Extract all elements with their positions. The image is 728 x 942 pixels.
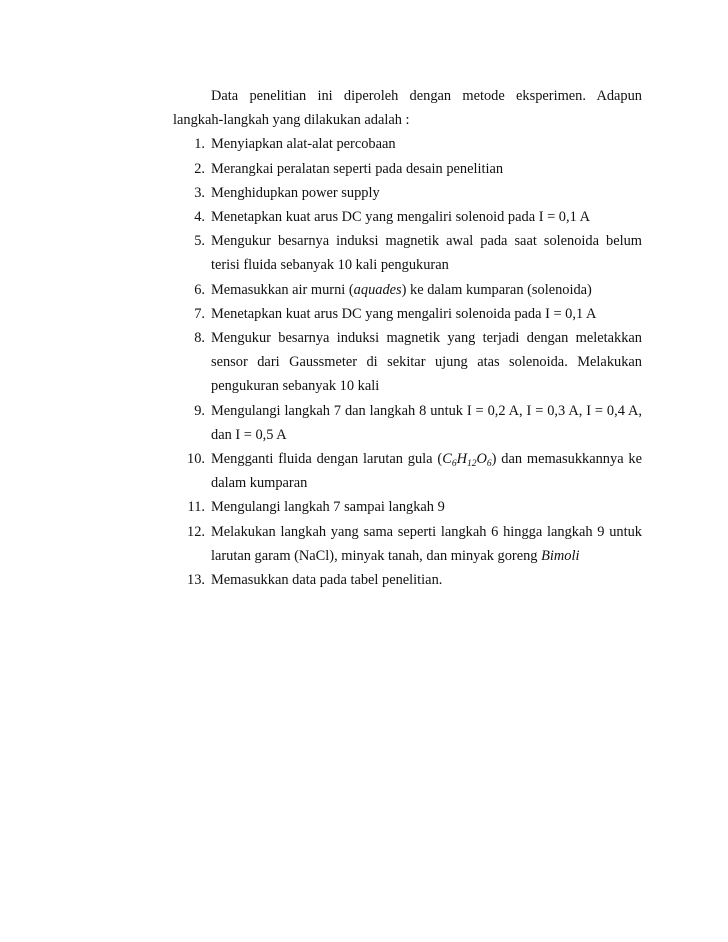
list-item bbox=[173, 520, 642, 568]
item-number: 1. bbox=[194, 136, 205, 153]
item-number: 11. bbox=[187, 499, 205, 516]
item-text: Memasukkan data pada tabel penelitian. bbox=[211, 572, 443, 589]
item-text: Mengulangi langkah 7 dan langkah 8 untuk I = 0,2 A, I = 0,3 A, I = 0,4 A, dan I = 0,5 A bbox=[211, 402, 642, 443]
item-text: Mengukur besarnya induksi magnetik yang terjadi dengan meletakkan sensor dari Gaussmeter di sekitar ujung atas solenoida. Melakukan pengukuran sebanyak 10 kali bbox=[211, 330, 642, 395]
formula-hydrogen: H bbox=[456, 451, 467, 468]
list-item bbox=[173, 205, 642, 229]
item-text-pre: Memasukkan air murni ( bbox=[211, 281, 354, 298]
list-item bbox=[173, 132, 642, 156]
formula-carbon: C bbox=[442, 451, 452, 468]
list-item bbox=[173, 278, 642, 302]
item-text-post: ) dan memasukkannya ke dalam kumparan bbox=[211, 451, 643, 492]
item-number: 13. bbox=[187, 572, 205, 589]
formula bbox=[442, 451, 492, 470]
document-body bbox=[173, 84, 642, 592]
item-text-italic: Bimoli bbox=[541, 547, 580, 564]
item-number: 12. bbox=[187, 523, 205, 540]
list-item bbox=[173, 157, 642, 181]
item-number: 5. bbox=[194, 233, 205, 250]
item-text: Mengukur besarnya induksi magnetik awal pada saat solenoida belum terisi fluida sebanyak 10 kali pengukuran bbox=[211, 233, 642, 274]
item-number: 4. bbox=[194, 209, 205, 226]
list-item bbox=[173, 447, 642, 495]
item-number: 7. bbox=[194, 305, 205, 322]
list-item bbox=[173, 568, 642, 592]
item-text: Mengulangi langkah 7 sampai langkah 9 bbox=[211, 499, 445, 516]
intro-paragraph: Data penelitian ini diperoleh dengan metode eksperimen. Adapun langkah-langkah yang dilakukan adalah : bbox=[173, 88, 642, 129]
item-number: 10. bbox=[187, 451, 205, 468]
item-text: Menghidupkan power supply bbox=[211, 184, 380, 201]
list-item bbox=[173, 326, 642, 399]
list-item bbox=[173, 229, 642, 277]
list-item bbox=[173, 495, 642, 519]
item-number: 8. bbox=[194, 330, 205, 347]
item-number: 2. bbox=[194, 160, 205, 177]
item-text: Menetapkan kuat arus DC yang mengaliri solenoid pada I = 0,1 A bbox=[211, 209, 590, 226]
list-item bbox=[173, 181, 642, 205]
item-number: 9. bbox=[194, 402, 205, 419]
formula-oxygen: O bbox=[476, 451, 487, 468]
item-text: Menyiapkan alat-alat percobaan bbox=[211, 136, 396, 153]
item-number: 6. bbox=[194, 281, 205, 298]
item-text-post: ) ke dalam kumparan (solenoida) bbox=[401, 281, 592, 298]
item-text-pre: Melakukan langkah yang sama seperti langkah 6 hingga langkah 9 untuk larutan garam (NaCl), minyak tanah, dan minyak goreng bbox=[211, 523, 642, 564]
steps-list bbox=[173, 132, 642, 592]
item-text: Menetapkan kuat arus DC yang mengaliri solenoida pada I = 0,1 A bbox=[211, 305, 597, 322]
formula-subscript: 6 bbox=[451, 459, 457, 470]
item-text-pre: Mengganti fluida dengan larutan gula ( bbox=[211, 451, 443, 468]
item-text: Merangkai peralatan seperti pada desain penelitian bbox=[211, 160, 504, 177]
formula-subscript: 6 bbox=[486, 459, 492, 470]
item-number: 3. bbox=[194, 184, 205, 201]
item-text-italic: aquades bbox=[353, 281, 402, 298]
formula-subscript: 12 bbox=[466, 459, 477, 470]
list-item bbox=[173, 399, 642, 447]
list-item bbox=[173, 302, 642, 326]
